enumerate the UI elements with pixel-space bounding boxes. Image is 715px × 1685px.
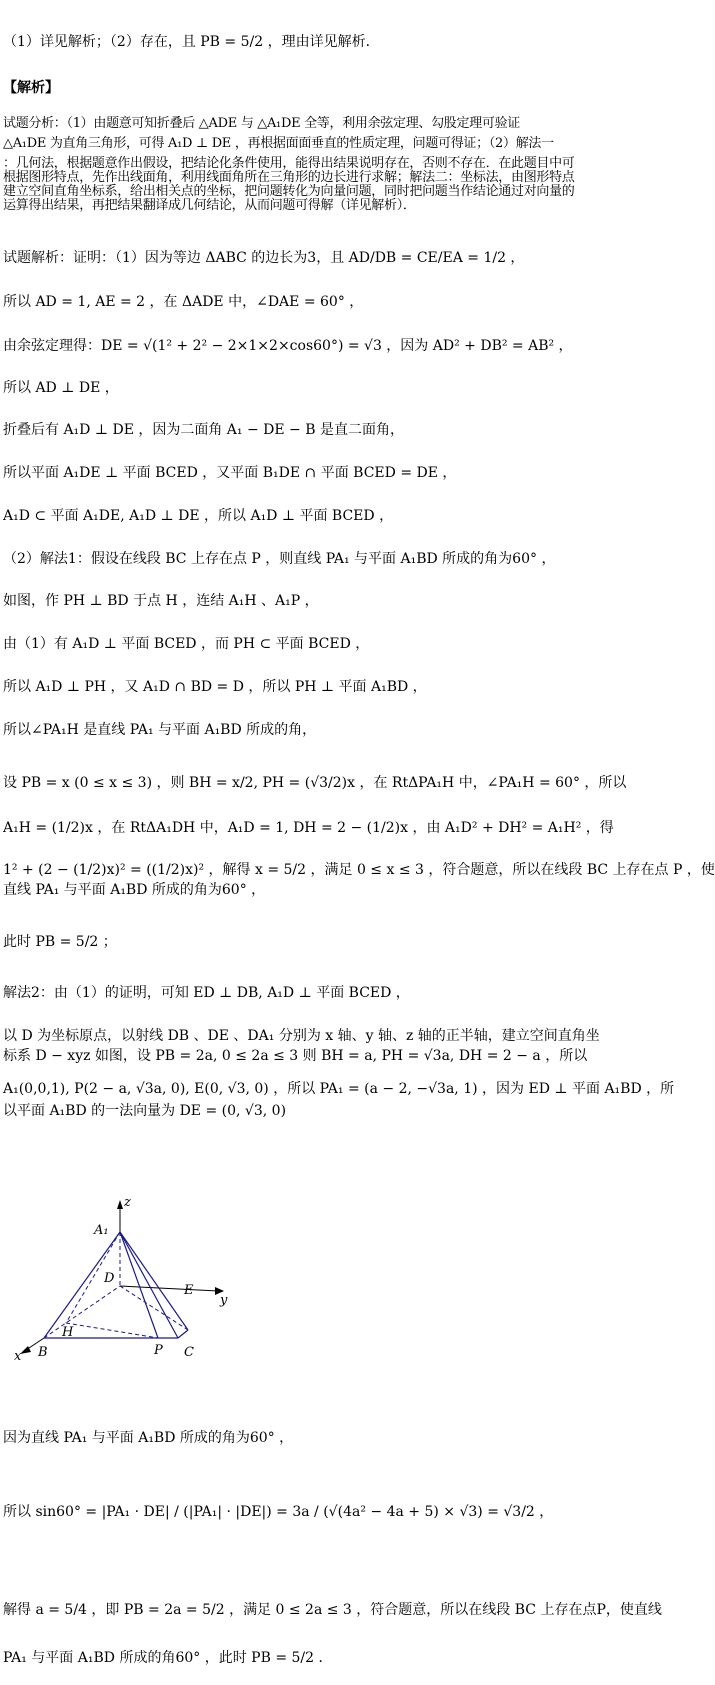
after-figure-line: 所以 sin60° = |PA₁ · DE| / (|PA₁| · |DE|) = 3a / (√(4a² − 4a + 5) × √3) = √3/2 ， (3, 1504, 554, 1520)
proof-line: 由余弦定理得：DE = √(1² + 2² − 2×1×2×cos60°) = √3 ，因为 AD² + DB² = AB² ， (3, 338, 573, 354)
figure-label: y (220, 1293, 228, 1308)
proof-line: 直线 PA₁ 与平面 A₁BD 所成的角为60° ， (3, 882, 266, 898)
proof-line: 标系 D − xyz 如图，设 PB = 2a, 0 ≤ 2a ≤ 3 则 BH = a, PH = √3a, DH = 2 − a ，所以 (3, 1048, 588, 1064)
figure-label: C (184, 1345, 194, 1360)
proof-line: 由（1）有 A₁D ⊥ 平面 BCED ，而 PH ⊂ 平面 BCED ， (3, 636, 370, 652)
figure-label: B (38, 1345, 48, 1360)
analysis-line: △A₁DE 为直角三角形，可得 A₁D ⊥ DE ，再根据面面垂直的性质定理，问题可得证；（2）解法一 (3, 136, 554, 151)
analysis-line: ：几何法，根据题意作出假设，把结论化条件使用，能得出结果说明存在，否则不存在．在此题目中可 (3, 156, 575, 171)
figure-label: E (184, 1283, 194, 1298)
analysis-line: 建立空间直角坐标系，给出相关点的坐标，把问题转化为向量问题，同时把问题当作结论通过对向量的 (3, 184, 575, 199)
proof-line: 折叠后有 A₁D ⊥ DE ，因为二面角 A₁ − DE − B 是直二面角， (3, 422, 404, 438)
figure-label: x (14, 1349, 22, 1364)
pyramid-figure (8, 1190, 258, 1400)
proof-line: 解法2：由（1）的证明，可知 ED ⊥ DB, A₁D ⊥ 平面 BCED ， (3, 985, 410, 1001)
proof-line: 所以 AD = 1, AE = 2 ，在 ΔADE 中，∠DAE = 60° ， (3, 294, 364, 310)
after-figure-line: 解得 a = 5/4 ，即 PB = 2a = 5/2 ，满足 0 ≤ 2a ≤ 3 ，符合题意，所以在线段 BC 上存在点P，使直线 (3, 1602, 662, 1618)
proof-line: 所以 A₁D ⊥ PH ，又 A₁D ∩ BD = D ，所以 PH ⊥ 平面 A₁BD ， (3, 679, 427, 695)
proof-line: 所以∠PA₁H 是直线 PA₁ 与平面 A₁BD 所成的角， (3, 722, 317, 738)
figure-label: P (154, 1343, 163, 1358)
proof-line: 此时 PB = 5/2 ； (3, 934, 117, 950)
proof-line: 1² + (2 − (1/2)x)² = ((1/2)x)² ，解得 x = 5/2 ，满足 0 ≤ x ≤ 3 ，符合题意，所以在线段 BC 上存在点 P ，使 (3, 862, 715, 878)
figure-label: z (124, 1195, 131, 1210)
proof-line: A₁H = (1/2)x ，在 RtΔA₁DH 中，A₁D = 1, DH = 2 − (1/2)x ，由 A₁D² + DH² = A₁H² ，得 (3, 820, 614, 836)
proof-line: 试题解析：证明：（1）因为等边 ΔABC 的边长为3，且 AD/DB = CE/EA = 1/2 ， (3, 250, 525, 266)
proof-line: 所以 AD ⊥ DE ， (3, 380, 119, 396)
analysis-line: 试题分析：（1）由题意可知折叠后 △ADE 与 △A₁DE 全等，利用余弦定理、勾股定理可验证 (3, 116, 521, 131)
after-figure-line: PA₁ 与平面 A₁BD 所成的角60° ，此时 PB = 5/2 ． (3, 1650, 333, 1666)
figure-label: A₁ (94, 1223, 109, 1238)
proof-line: 以平面 A₁BD 的一法向量为 DE = (0, √3, 0) (3, 1103, 287, 1119)
figure-label: D (104, 1271, 115, 1286)
answer-line: （1）详见解析；（2）存在，且 PB = 5/2 ，理由详见解析． (3, 34, 380, 50)
after-figure-line: 因为直线 PA₁ 与平面 A₁BD 所成的角为60° ， (3, 1430, 294, 1446)
proof-line: A₁D ⊂ 平面 A₁DE, A₁D ⊥ DE ，所以 A₁D ⊥ 平面 BCED ， (3, 508, 394, 524)
proof-line: 以 D 为坐标原点，以射线 DB 、DE 、DA₁ 分别为 x 轴、y 轴、z 轴的正半轴，建立空间直角坐 (3, 1028, 600, 1044)
proof-line: 所以平面 A₁DE ⊥ 平面 BCED ，又平面 B₁DE ∩ 平面 BCED = DE ， (3, 465, 457, 481)
proof-line: （2）解法1：假设在线段 BC 上存在点 P ，则直线 PA₁ 与平面 A₁BD 所成的角为60° ， (3, 551, 556, 567)
proof-line: 设 PB = x (0 ≤ x ≤ 3) ，则 BH = x/2, PH = (√3/2)x ，在 RtΔPA₁H 中，∠PA₁H = 60° ，所以 (3, 775, 627, 791)
section-tag: 【解析】 (3, 80, 59, 96)
figure-label: H (62, 1325, 74, 1340)
proof-line: A₁(0,0,1), P(2 − a, √3a, 0), E(0, √3, 0) ，所以 PA₁ = (a − 2, −√3a, 1) ，因为 ED ⊥ 平面 A₁BD ，所 (3, 1081, 675, 1097)
proof-line: 如图，作 PH ⊥ BD 于点 H ，连结 A₁H 、A₁P ， (3, 593, 319, 609)
analysis-line: 运算得出结果，再把结果翻译成几何结论，从而问题可得解（详见解析）． (3, 198, 416, 213)
analysis-line: 根据图形特点，先作出线面角，利用线面角所在三角形的边长进行求解；解法二：坐标法，由图形特点 (3, 170, 575, 185)
